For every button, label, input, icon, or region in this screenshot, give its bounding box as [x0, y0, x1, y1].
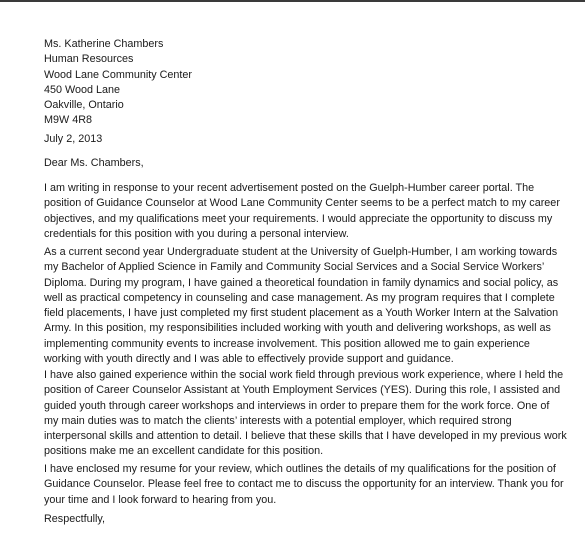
address-line: M9W 4R8 [44, 114, 92, 127]
date-text: July 2, 2013 [44, 133, 103, 145]
paragraph-2 [44, 245, 572, 367]
paragraph-1 [44, 181, 572, 242]
letter-date [44, 132, 572, 147]
top-border-line [0, 0, 585, 2]
paragraph-line: positions make me an excellent candidate for this position. [44, 445, 324, 458]
paragraph-line: I have enclosed my resume for your review, which outlines the details of my qualifications for the position of [44, 463, 556, 475]
paragraph-line: your time and I look forward to hearing from you. [44, 493, 277, 506]
paragraph-line: Diploma. During my program, I have gained a theoretical foundation in family dynamics and social policy, as [44, 276, 559, 289]
paragraph-line: working with youth directly and I was able to effectively provide support and guidance. [44, 353, 454, 366]
paragraph-line: my main duties was to match the clients’ interests with a potential employer, which required strong [44, 414, 512, 427]
paragraph-line: position of Guidance Counselor at Wood Lane Community Center seems to be a perfect match to my career [44, 197, 560, 210]
closing [44, 512, 572, 527]
paragraph-line: field placements, I have just completed my first student placement as a Youth Worker Intern at the Salvation [44, 307, 559, 320]
paragraph-3 [44, 368, 572, 460]
paragraph-line: I have also gained experience within the social work field through previous work experience, where I held the [44, 369, 564, 381]
salutation [44, 156, 572, 171]
paragraph-line: implementing community events to increase involvement. This position allowed me to gain experience [44, 337, 530, 350]
paragraph-line: guided youth through career workshops and interviews in order to prepare them for the work force. One of [44, 399, 550, 412]
salutation-text: Dear Ms. Chambers, [44, 157, 144, 169]
paragraph-line: objectives, and my qualifications meet your requirements. I would appreciate the opportunity to discuss my [44, 212, 553, 225]
paragraph-line: Guidance Counselor. Please feel free to contact me to discuss the opportunity for an interview. Thank you for [44, 478, 564, 491]
address-line: Human Resources [44, 53, 134, 66]
address-line: 450 Wood Lane [44, 83, 121, 96]
paragraph-line: well as practical competency in counseling and case management. As my program requires that I complete [44, 291, 555, 304]
closing-text: Respectfully, [44, 513, 106, 525]
paragraph-line: I am writing in response to your recent advertisement posted on the Guelph-Humber career portal. The [44, 182, 535, 194]
address-line: Ms. Katherine Chambers [44, 38, 164, 50]
address-line: Oakville, Ontario [44, 99, 124, 112]
paragraph-line: As a current second year Undergraduate student at the University of Guelph-Humber, I am working towards [44, 246, 558, 258]
paragraph-line: position of Career Counselor Assistant at Youth Employment Services (YES). During this role, I assisted and [44, 384, 561, 397]
paragraph-line: interpersonal skills and attention to detail. I believe that these skills that I have developed in my previous work [44, 430, 567, 443]
paragraph-4 [44, 462, 572, 508]
recipient-address [44, 37, 572, 129]
paragraph-line: credentials for this position with you during a personal interview. [44, 227, 349, 240]
paragraph-line: Army. In this position, my responsibilities included working with youth and delivering workshops, as well as [44, 322, 551, 335]
address-line: Wood Lane Community Center [44, 68, 193, 81]
paragraph-line: my Bachelor of Applied Science in Family and Community Social Services and a Social Service Workers’ [44, 261, 545, 274]
